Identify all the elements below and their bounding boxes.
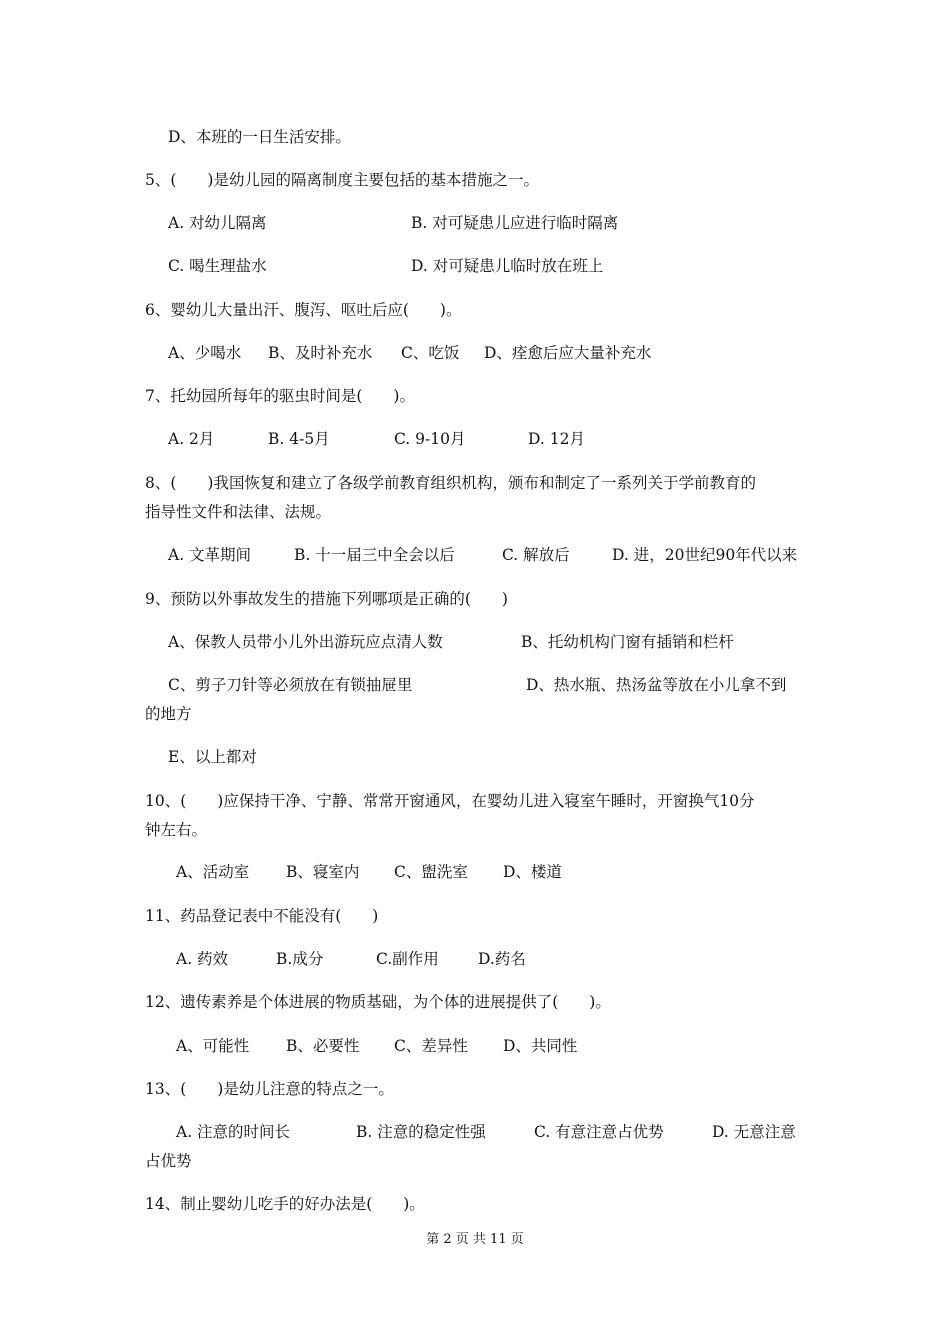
q13-option-c: C. 有意注意占优势 xyxy=(534,1123,664,1141)
q7-option-d: D. 12月 xyxy=(528,430,585,448)
q6-option-b: B、及时补充水 xyxy=(268,344,373,362)
question-10-line-2: 钟左右。 xyxy=(145,821,208,839)
question-10-line-1: 10、( )应保持干净、宁静、常常开窗通风，在婴幼儿进入寝室午睡时，开窗换气10分 xyxy=(145,792,755,810)
question-14: 14、制止婴幼儿吃手的好办法是( )。 xyxy=(145,1195,425,1213)
q6-option-a: A、少喝水 xyxy=(168,344,242,362)
question-5: 5、( )是幼儿园的隔离制度主要包括的基本措施之一。 xyxy=(145,171,539,189)
q9-option-a: A、保教人员带小儿外出游玩应点清人数 xyxy=(168,633,443,651)
q5-option-c: C. 喝生理盐水 xyxy=(168,257,267,275)
question-8-line-2: 指导性文件和法律、法规。 xyxy=(145,503,332,521)
q11-option-c: C.副作用 xyxy=(376,950,439,968)
q5-option-b: B. 对可疑患儿应进行临时隔离 xyxy=(411,214,619,232)
q8-option-d: D. 进，20世纪90年代以来 xyxy=(612,546,798,564)
q13-option-a: A. 注意的时间长 xyxy=(176,1123,291,1141)
q9-option-d-line-2: 的地方 xyxy=(145,705,192,723)
q8-option-a: A. 文革期间 xyxy=(168,546,252,564)
q11-option-d: D.药名 xyxy=(478,950,526,968)
q5-option-a: A. 对幼儿隔离 xyxy=(168,214,267,232)
q4-option-d: D、本班的一日生活安排。 xyxy=(168,128,351,146)
q8-option-b: B. 十一届三中全会以后 xyxy=(294,546,455,564)
q6-option-c: C、吃饭 xyxy=(401,344,460,362)
q10-option-d: D、楼道 xyxy=(503,863,562,881)
question-11: 11、药品登记表中不能没有( ) xyxy=(145,907,379,925)
q13-option-b: B. 注意的稳定性强 xyxy=(356,1123,486,1141)
q9-option-c: C、剪子刀针等必须放在有锁抽屉里 xyxy=(168,676,413,694)
question-12: 12、遗传素养是个体进展的物质基础，为个体的进展提供了( )。 xyxy=(145,993,611,1011)
q9-option-d-line-1: D、热水瓶、热汤盆等放在小儿拿不到 xyxy=(526,676,787,694)
q11-option-a: A. 药效 xyxy=(176,950,229,968)
q12-option-b: B、必要性 xyxy=(286,1037,360,1055)
question-6: 6、婴幼儿大量出汗、腹泻、呕吐后应( )。 xyxy=(145,301,462,319)
q5-option-d: D. 对可疑患儿临时放在班上 xyxy=(411,257,604,275)
q8-option-c: C. 解放后 xyxy=(502,546,570,564)
question-9: 9、预防以外事故发生的措施下列哪项是正确的( ) xyxy=(145,590,508,608)
q7-option-a: A. 2月 xyxy=(168,430,215,448)
q12-option-d: D、共同性 xyxy=(503,1037,578,1055)
q9-option-e: E、以上都对 xyxy=(168,748,257,766)
q7-option-b: B. 4-5月 xyxy=(268,430,330,448)
q12-option-c: C、差异性 xyxy=(394,1037,468,1055)
q12-option-a: A、可能性 xyxy=(176,1037,250,1055)
q10-option-b: B、寝室内 xyxy=(286,863,360,881)
q9-option-b: B、托幼机构门窗有插销和栏杆 xyxy=(521,633,734,651)
question-7: 7、托幼园所每年的驱虫时间是( )。 xyxy=(145,387,415,405)
q10-option-a: A、活动室 xyxy=(176,863,250,881)
q7-option-c: C. 9-10月 xyxy=(394,430,466,448)
page-footer: 第 2 页 共 11 页 xyxy=(426,1232,524,1247)
q13-option-d-line-2: 占优势 xyxy=(145,1152,192,1170)
q11-option-b: B.成分 xyxy=(276,950,324,968)
q10-option-c: C、盥洗室 xyxy=(394,863,468,881)
q13-option-d-line-1: D. 无意注意 xyxy=(712,1123,796,1141)
question-8-line-1: 8、( )我国恢复和建立了各级学前教育组织机构，颁布和制定了一系列关于学前教育的 xyxy=(145,474,756,492)
q6-option-d: D、痊愈后应大量补充水 xyxy=(484,344,652,362)
question-13: 13、( )是幼儿注意的特点之一。 xyxy=(145,1080,394,1098)
